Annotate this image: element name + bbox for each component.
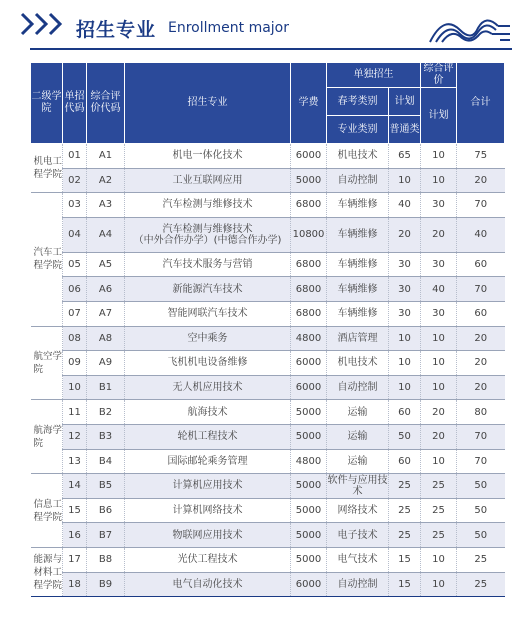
category-cell: 运输 [327, 424, 389, 449]
major-cell: 物联网应用技术 [125, 523, 291, 548]
tuition-cell: 6800 [291, 301, 327, 326]
eval-cell: 10 [421, 572, 457, 597]
plan-cell: 20 [389, 217, 421, 252]
single-code-cell: 09 [63, 351, 87, 376]
major-cell: 飞机机电设备维修 [125, 351, 291, 376]
eval-cell: 10 [421, 326, 457, 351]
eval-cell: 20 [421, 217, 457, 252]
eval-cell: 20 [421, 400, 457, 425]
comp-code-cell: A2 [87, 168, 125, 193]
comp-code-cell: A3 [87, 193, 125, 218]
single-code-cell: 04 [63, 217, 87, 252]
college-cell: 信息工程学院 [31, 474, 63, 548]
category-cell: 车辆维修 [327, 193, 389, 218]
comp-code-cell: A8 [87, 326, 125, 351]
header-general: 普通类 [389, 116, 421, 144]
header-comp-code: 综合评价代码 [87, 63, 125, 144]
tuition-cell: 5000 [291, 547, 327, 572]
category-cell: 运输 [327, 400, 389, 425]
college-cell: 机电工程学院 [31, 144, 63, 193]
enrollment-table [30, 62, 505, 597]
total-cell: 60 [457, 252, 505, 277]
total-cell: 40 [457, 217, 505, 252]
table-row [31, 523, 505, 548]
plan-cell: 30 [389, 277, 421, 302]
category-cell: 车辆维修 [327, 217, 389, 252]
tuition-cell: 6000 [291, 375, 327, 400]
major-cell: 国际邮轮乘务管理 [125, 449, 291, 474]
college-cell: 航空学院 [31, 326, 63, 400]
category-cell: 运输 [327, 449, 389, 474]
comp-code-cell: B8 [87, 547, 125, 572]
comp-code-cell: A1 [87, 144, 125, 169]
total-cell: 25 [457, 572, 505, 597]
category-cell: 车辆维修 [327, 252, 389, 277]
table-row [31, 375, 505, 400]
total-cell: 50 [457, 474, 505, 499]
table-row [31, 252, 505, 277]
tuition-cell: 6800 [291, 193, 327, 218]
page-title: 招生专业 [76, 19, 157, 41]
comp-code-cell: B3 [87, 424, 125, 449]
total-cell: 50 [457, 523, 505, 548]
single-code-cell: 17 [63, 547, 87, 572]
category-cell: 机电技术 [327, 351, 389, 376]
header-single-code: 单招代码 [63, 63, 87, 144]
comp-code-cell: B7 [87, 523, 125, 548]
major-cell: 机电一体化技术 [125, 144, 291, 169]
single-code-cell: 15 [63, 498, 87, 523]
header-college: 二级学院 [31, 63, 63, 144]
major-note: （中外合作办学）(中德合作办学) [133, 234, 282, 246]
category-cell: 车辆维修 [327, 301, 389, 326]
major-cell: 计算机网络技术 [125, 498, 291, 523]
table-row [31, 572, 505, 597]
table-row [31, 144, 505, 169]
major-cell [125, 217, 291, 252]
tuition-cell: 6000 [291, 144, 327, 169]
single-code-cell: 13 [63, 449, 87, 474]
single-code-cell: 06 [63, 277, 87, 302]
table-row [31, 498, 505, 523]
table-row [31, 449, 505, 474]
plan-cell: 25 [389, 498, 421, 523]
header-rule [30, 48, 512, 50]
total-cell: 75 [457, 144, 505, 169]
total-cell: 20 [457, 351, 505, 376]
single-code-cell: 05 [63, 252, 87, 277]
plan-cell: 10 [389, 326, 421, 351]
major-cell: 航海技术 [125, 400, 291, 425]
header-major: 招生专业 [125, 63, 291, 144]
tuition-cell: 5000 [291, 498, 327, 523]
header-major-category: 专业类别 [327, 116, 389, 144]
total-cell: 70 [457, 424, 505, 449]
tuition-cell: 5000 [291, 523, 327, 548]
single-code-cell: 10 [63, 375, 87, 400]
plan-cell: 50 [389, 424, 421, 449]
plan-cell: 30 [389, 301, 421, 326]
total-cell: 25 [457, 547, 505, 572]
eval-cell: 25 [421, 523, 457, 548]
eval-cell: 10 [421, 351, 457, 376]
total-cell: 50 [457, 498, 505, 523]
category-cell: 酒店管理 [327, 326, 389, 351]
comp-code-cell: B4 [87, 449, 125, 474]
table-row [31, 474, 505, 499]
major-cell: 汽车技术服务与营销 [125, 252, 291, 277]
major-cell: 工业互联网应用 [125, 168, 291, 193]
plan-cell: 15 [389, 547, 421, 572]
total-cell: 70 [457, 449, 505, 474]
major-cell: 新能源汽车技术 [125, 277, 291, 302]
major-cell: 智能网联汽车技术 [125, 301, 291, 326]
table-row [31, 193, 505, 218]
comp-code-cell: A9 [87, 351, 125, 376]
table-row [31, 424, 505, 449]
wave-logo-icon [426, 10, 512, 44]
plan-cell: 30 [389, 252, 421, 277]
comp-code-cell: B1 [87, 375, 125, 400]
single-code-cell: 14 [63, 474, 87, 499]
chevron-arrows-icon [20, 12, 70, 36]
page-header [0, 0, 530, 56]
eval-cell: 10 [421, 547, 457, 572]
tuition-cell: 6000 [291, 351, 327, 376]
major-cell: 无人机应用技术 [125, 375, 291, 400]
single-code-cell: 18 [63, 572, 87, 597]
eval-cell: 25 [421, 498, 457, 523]
table-row [31, 277, 505, 302]
eval-cell: 30 [421, 301, 457, 326]
page-subtitle: Enrollment major [168, 20, 290, 36]
eval-cell: 10 [421, 168, 457, 193]
table-row [31, 400, 505, 425]
major-cell: 汽车检测与维修技术 [125, 193, 291, 218]
table-row [31, 326, 505, 351]
plan-cell: 40 [389, 193, 421, 218]
plan-cell: 15 [389, 572, 421, 597]
plan-cell: 10 [389, 168, 421, 193]
comp-code-cell: A4 [87, 217, 125, 252]
tuition-cell: 6800 [291, 277, 327, 302]
major-cell: 轮机工程技术 [125, 424, 291, 449]
plan-cell: 10 [389, 351, 421, 376]
eval-cell: 30 [421, 252, 457, 277]
category-cell: 机电技术 [327, 144, 389, 169]
major-line: 汽车检测与维修技术 [162, 223, 253, 235]
comp-code-cell: B2 [87, 400, 125, 425]
college-cell: 汽车工程学院 [31, 193, 63, 326]
table-row [31, 217, 505, 252]
major-cell: 电气自动化技术 [125, 572, 291, 597]
eval-cell: 25 [421, 474, 457, 499]
total-cell: 20 [457, 326, 505, 351]
tuition-cell: 10800 [291, 217, 327, 252]
single-code-cell: 02 [63, 168, 87, 193]
single-code-cell: 01 [63, 144, 87, 169]
single-code-cell: 03 [63, 193, 87, 218]
category-cell: 自动控制 [327, 572, 389, 597]
total-cell: 60 [457, 301, 505, 326]
total-cell: 70 [457, 277, 505, 302]
table-row [31, 168, 505, 193]
eval-cell: 10 [421, 375, 457, 400]
tuition-cell: 6800 [291, 252, 327, 277]
single-code-cell: 07 [63, 301, 87, 326]
header-tuition: 学费 [291, 63, 327, 144]
category-cell: 自动控制 [327, 168, 389, 193]
eval-cell: 20 [421, 424, 457, 449]
table-row [31, 351, 505, 376]
category-cell: 电子技术 [327, 523, 389, 548]
eval-cell: 30 [421, 193, 457, 218]
college-cell: 航海学院 [31, 400, 63, 474]
total-cell: 70 [457, 193, 505, 218]
plan-cell: 10 [389, 375, 421, 400]
plan-cell: 25 [389, 474, 421, 499]
single-code-cell: 08 [63, 326, 87, 351]
header-plan: 计划 [389, 88, 421, 116]
header-single-exam: 单独招生 [327, 63, 421, 88]
total-cell: 80 [457, 400, 505, 425]
eval-cell: 40 [421, 277, 457, 302]
major-cell: 空中乘务 [125, 326, 291, 351]
plan-cell: 60 [389, 449, 421, 474]
header-spring-category: 春考类别 [327, 88, 389, 116]
table-row [31, 301, 505, 326]
plan-cell: 65 [389, 144, 421, 169]
eval-cell: 10 [421, 449, 457, 474]
comp-code-cell: B9 [87, 572, 125, 597]
table-row [31, 547, 505, 572]
major-cell: 光伏工程技术 [125, 547, 291, 572]
total-cell: 20 [457, 168, 505, 193]
college-cell: 能源与材料工程学院 [31, 547, 63, 596]
category-cell: 电气技术 [327, 547, 389, 572]
tuition-cell: 6000 [291, 572, 327, 597]
tuition-cell: 5000 [291, 400, 327, 425]
plan-cell: 25 [389, 523, 421, 548]
tuition-cell: 4800 [291, 449, 327, 474]
plan-cell: 60 [389, 400, 421, 425]
comp-code-cell: A5 [87, 252, 125, 277]
category-cell: 软件与应用技术 [327, 474, 388, 497]
single-code-cell: 11 [63, 400, 87, 425]
comp-code-cell: A6 [87, 277, 125, 302]
eval-cell: 10 [421, 144, 457, 169]
major-cell: 计算机应用技术 [125, 474, 291, 499]
total-cell: 20 [457, 375, 505, 400]
tuition-cell: 4800 [291, 326, 327, 351]
category-cell: 网络技术 [327, 498, 389, 523]
single-code-cell: 12 [63, 424, 87, 449]
tuition-cell: 5000 [291, 168, 327, 193]
header-comp-eval: 综合评价 [421, 63, 457, 88]
tuition-cell: 5000 [291, 474, 327, 499]
comp-code-cell: B6 [87, 498, 125, 523]
category-cell: 自动控制 [327, 375, 389, 400]
category-cell: 车辆维修 [327, 277, 389, 302]
comp-code-cell: A7 [87, 301, 125, 326]
header-total: 合计 [457, 63, 505, 144]
single-code-cell: 16 [63, 523, 87, 548]
comp-code-cell: B5 [87, 474, 125, 499]
header-plan-2: 计划 [421, 88, 457, 144]
tuition-cell: 5000 [291, 424, 327, 449]
